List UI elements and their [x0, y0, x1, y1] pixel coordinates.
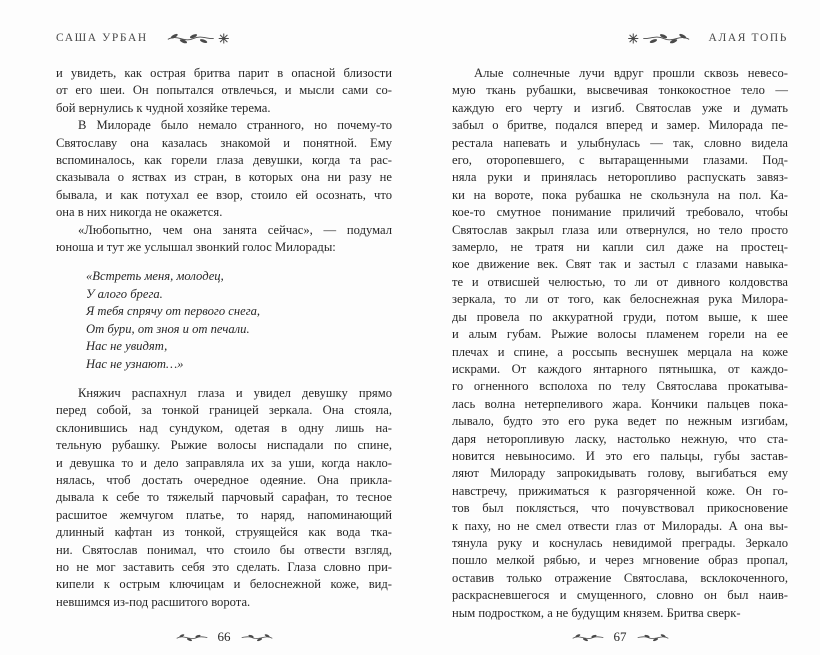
text-line: зеркала, то ли от того, как белоснежная рука Милора- [452, 292, 788, 307]
text-line: плечах и спине, а россыпь веснушек мерцала на коже [452, 344, 788, 359]
text-line: она в них никогда не окажется. [56, 205, 223, 220]
left-page-text [56, 65, 392, 611]
page-number: 67 [613, 629, 627, 644]
text-line: тов был поклясться, что почувствовал прикосновение [452, 501, 788, 516]
text-line: к паху, но не смел отвести глаз от Милорады. А она вы- [452, 518, 788, 533]
text-line: Нас не узнают…» [86, 356, 184, 371]
text-line: рестала напевать и улыбнулась — так, словно видела [452, 135, 788, 150]
right-page-header [452, 30, 788, 46]
text-line: ляют Милораду запрокидывать голову, выгибаться ему [452, 466, 788, 481]
text-line: новится невыносимо. И это его пальцы, губы застав- [452, 448, 788, 463]
text-line: длинный кафтан из тонкой, струящейся как вода тка- [56, 525, 392, 540]
vine-flourish-icon [166, 31, 232, 46]
text-line: и увидеть, как острая бритва парит в опасной близости [56, 66, 392, 80]
text-line: от его шеи. Он попытался отвлечься, и мысли сами со- [56, 83, 392, 98]
text-line: дывала к себе то тяжелый парчовый сарафан, то тесное [56, 490, 392, 505]
text-line: забыл о бритве, подался вперед и замер. Милорада пе- [452, 118, 788, 133]
text-line: бывала, и как потухал ее взор, стоило ей осознать, что [56, 187, 392, 202]
text-line: те и отвисшей челюстью, то ли от дивного колдовства [452, 274, 788, 289]
paragraph [56, 65, 392, 117]
text-line: ни. Святослав понимал, что стоило бы отвести взгляд, [56, 542, 392, 557]
small-vine-icon [240, 632, 274, 643]
left-page-footer [56, 629, 392, 645]
book-title: АЛАЯ ТОПЬ [708, 32, 788, 44]
paragraph [56, 222, 392, 257]
text-line: ным подростком, а не будущим князем. Бритва сверк- [452, 605, 741, 620]
text-line: перед собой, за тонкой границей зеркала. Она стояла, [56, 403, 392, 418]
text-line: «Встреть меня, молодец, [86, 269, 224, 284]
left-page [56, 30, 392, 611]
text-line: ды провела по аккуратной груди, потом выше, к шее [452, 309, 788, 324]
text-line: Святослав закрыл глаза или отвернулся, но тело просто [452, 222, 788, 237]
text-line: лывало, будто это его рука ведет по нежным изгибам, [452, 414, 788, 429]
right-page-text [452, 65, 788, 622]
text-line: нялась, чтоб достать очередное одеяние. Она прикла- [56, 472, 392, 487]
text-line: но не мог заставить себя это сделать. Глаза словно при- [56, 559, 392, 574]
text-line: бой вернулись к чудной хозяйке терема. [56, 100, 271, 115]
text-line: В Милораде было немало странного, но почему-то [78, 118, 392, 133]
text-line: его, оторопевшего, с вытаращенными глазами. Под- [452, 153, 788, 168]
text-line: оставив только отражение Святослава, всклокоченного, [452, 570, 788, 585]
text-line: и алым губам. Рыжие волосы пламенем горели на ее [452, 327, 788, 342]
text-line: юноша и тут же услышал звонкий голос Милорады: [56, 240, 336, 255]
author-name: САША УРБАН [56, 32, 148, 44]
text-line: няла руки и принялась неторопливо распускать завяз- [452, 170, 788, 185]
text-line: мую ткань рубашки, высвечивая тонкокостное тело — [452, 83, 788, 98]
paragraph [56, 385, 392, 611]
text-line: кое-то смутное понимание приличий требовало, чтобы [452, 205, 788, 220]
small-vine-icon [636, 632, 670, 643]
small-vine-icon [571, 632, 605, 643]
text-line: и девушка то и дело заправляла их за уши, когда накло- [56, 455, 392, 470]
text-line: кое движение век. Свят так и застыл с глазами навыка- [452, 257, 788, 272]
text-line: замерло, не тратя ни капли сил даже на простец- [452, 240, 788, 255]
text-line: Нас не увидят, [86, 339, 168, 354]
text-line: тянула руку и коснулась невидимой преграды. Зеркало [452, 535, 788, 550]
small-vine-icon [175, 632, 209, 643]
text-line: пошло мелкой рябью, и через мгновение образ пропал, [452, 553, 788, 568]
right-page [452, 30, 788, 622]
verse-paragraph [56, 268, 392, 372]
text-line: Святославу она казалась знакомой и понятной. Ему [56, 135, 392, 150]
text-line: навстречу, прижиматься к разгоряченной коже. Он го- [452, 483, 788, 498]
paragraph [452, 65, 788, 622]
text-line: склонившись над сундуком, одетая в одну лишь на- [56, 420, 392, 435]
text-line: раскрасневшегося и смущенного, словно он был наив- [452, 588, 788, 603]
text-line: даря неторопливую ласку, настолько нежную, что ста- [452, 431, 788, 446]
text-line: Я тебя спрячу от первого снега, [86, 304, 261, 319]
text-line: Княжич распахнул глаза и увидел девушку прямо [78, 385, 392, 400]
text-line: искрами. От каждого янтарного пятнышка, от каждо- [452, 361, 788, 376]
text-line: сказывала о яствах из стран, в которых она ни разу не [56, 170, 392, 185]
text-line: невшимся из-под расшитого ворота. [56, 594, 251, 609]
text-line: кипели к острым ключицам и белоснежной коже, вид- [56, 577, 392, 592]
text-line: вспоминалось, как горели глаза девушки, когда та рас- [56, 153, 392, 168]
text-line: лась волна нетерпеливого жара. Кончики пальцев пока- [452, 396, 788, 411]
text-line: тельную рубашку. Рыжие волосы ниспадали по спине, [56, 438, 392, 453]
text-line: Алые солнечные лучи вдруг прошли сквозь невесо- [474, 66, 788, 80]
text-line: ки на вороте, пока рубашка не скользнула на пол. Ка- [452, 187, 788, 202]
text-line: У алого брега. [86, 286, 163, 301]
page-number: 66 [217, 629, 231, 644]
vine-flourish-icon [625, 31, 691, 46]
text-line: го огненного всполоха по телу Святослава прокатыва- [452, 379, 788, 394]
text-line: От бури, от зноя и от печали. [86, 321, 250, 336]
text-line: «Любопытно, чем она занята сейчас», — подумал [78, 222, 392, 237]
text-line: расшитое жемчугом платье, то наряд, напоминающий [56, 507, 392, 522]
left-page-header [56, 30, 392, 46]
text-line: каждую его черту и изгиб. Святослав уже и думать [452, 100, 788, 115]
paragraph [56, 117, 392, 221]
right-page-footer [452, 629, 788, 645]
